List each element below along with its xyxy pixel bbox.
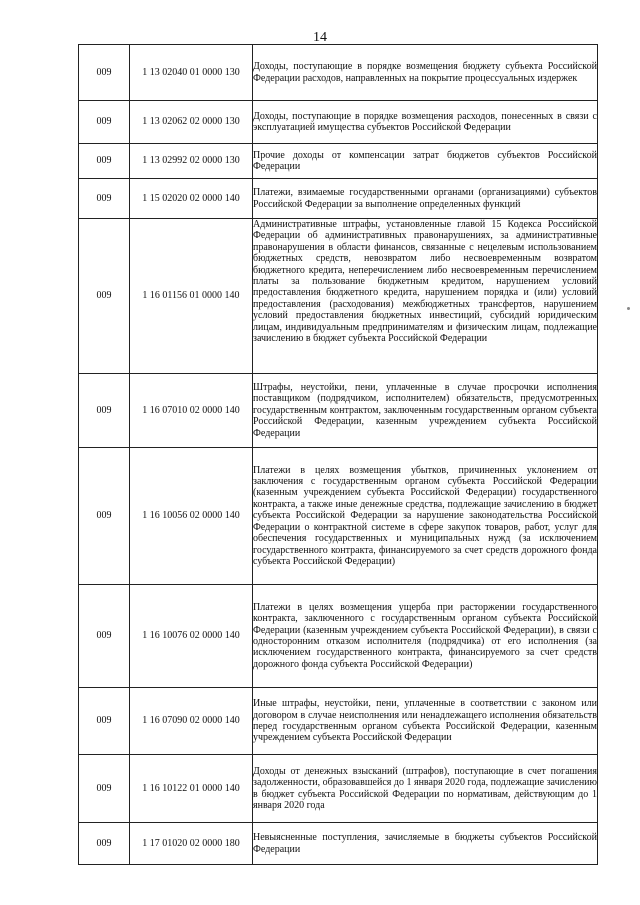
revenue-name-cell: Административные штрафы, установленные главой 15 Кодекса Российской Федерации об административных правонарушениях, за административные правонарушения в области финансов, связанные с нецелевым использованием бюджетных средств, невозвратом либо несвоевременным возвратом бюджетного кредита, неперечислением либо несвоевременным перечислением платы за пользование бюджетным кредитом, нарушением условий предоставления бюджетного кредита, нарушением порядка и (или) условий предоставления (расходования) межбюджетных трансфертов, нарушением условий предоставления бюджетных инвестиций, субсидий юридическим лицам, индивидуальным предпринимателям и физическим лицам, подлежащие зачислению в бюджет субъекта Российской Федерации [253,219,598,374]
revenue-code-cell: 1 13 02992 02 0000 130 [130,144,253,179]
revenue-name-cell: Доходы от денежных взысканий (штрафов), поступающие в счет погашения задолженности, образовавшейся до 1 января 2020 года, подлежащие зачислению в бюджет субъекта Российской Федерации по нормативам, действующим до 1 января 2020 года [253,755,598,823]
admin-code-cell: 009 [79,755,130,823]
revenue-code-cell: 1 16 07010 02 0000 140 [130,374,253,448]
admin-code-cell: 009 [79,448,130,585]
revenue-code-cell: 1 15 02020 02 0000 140 [130,179,253,219]
table-row [79,144,598,179]
admin-code-cell: 009 [79,219,130,374]
table-row [79,179,598,219]
revenue-name-cell: Штрафы, неустойки, пени, уплаченные в случае просрочки исполнения поставщиком (подрядчиком, исполнителем) обязательств, предусмотренных государственным контрактом, заключенным государственным органом субъекта Российской Федерации, казенным учреждением субъекта Российской Федерации [253,374,598,448]
table-row [79,585,598,688]
table-row [79,823,598,865]
revenue-name-cell: Платежи, взимаемые государственными органами (организациями) субъектов Российской Федерации за выполнение определенных функций [253,179,598,219]
revenue-codes-table [78,44,598,865]
admin-code-cell: 009 [79,823,130,865]
table-row [79,374,598,448]
admin-code-cell: 009 [79,45,130,101]
table-row [79,448,598,585]
admin-code-cell: 009 [79,144,130,179]
revenue-name-cell: Платежи в целях возмещения ущерба при расторжении государственного контракта, заключенного с государственным органом субъекта Российской Федерации (казенным учреждением субъекта Российской Федерации), в связи с односторонним отказом исполнителя (подрядчика) от его исполнения (за исключением государственного контракта, финансируемого за счет средств дорожного фонда субъекта Российской Федерации) [253,585,598,688]
table-row [79,755,598,823]
admin-code-cell: 009 [79,179,130,219]
revenue-code-cell: 1 17 01020 02 0000 180 [130,823,253,865]
table-row [79,688,598,755]
admin-code-cell: 009 [79,585,130,688]
revenue-code-cell: 1 13 02040 01 0000 130 [130,45,253,101]
revenue-code-cell: 1 16 07090 02 0000 140 [130,688,253,755]
revenue-name-cell: Доходы, поступающие в порядке возмещения расходов, понесенных в связи с эксплуатацией имущества субъектов Российской Федерации [253,101,598,144]
admin-code-cell: 009 [79,688,130,755]
revenue-code-cell: 1 13 02062 02 0000 130 [130,101,253,144]
admin-code-cell: 009 [79,374,130,448]
table-row [79,45,598,101]
revenue-code-cell: 1 16 10056 02 0000 140 [130,448,253,585]
revenue-name-cell: Иные штрафы, неустойки, пени, уплаченные в соответствии с законом или договором в случае неисполнения или ненадлежащего исполнения обязательств перед государственным органом субъекта Российской Федерации, казенным учреждением субъекта Российской Федерации [253,688,598,755]
revenue-name-cell: Доходы, поступающие в порядке возмещения бюджету субъекта Российской Федерации расходов, направленных на покрытие процессуальных издержек [253,45,598,101]
table-row [79,101,598,144]
revenue-name-cell: Прочие доходы от компенсации затрат бюджетов субъектов Российской Федерации [253,144,598,179]
revenue-code-cell: 1 16 10076 02 0000 140 [130,585,253,688]
admin-code-cell: 009 [79,101,130,144]
revenue-code-cell: 1 16 01156 01 0000 140 [130,219,253,374]
table-row [79,219,598,374]
page-number: 14 [313,30,327,45]
revenue-name-cell: Невыясненные поступления, зачисляемые в бюджеты субъектов Российской Федерации [253,823,598,865]
scan-dot-mark [627,307,630,310]
revenue-code-cell: 1 16 10122 01 0000 140 [130,755,253,823]
revenue-name-cell: Платежи в целях возмещения убытков, причиненных уклонением от заключения с государственным органом субъекта Российской Федерации (казенным учреждением субъекта Российской Федерации) государственного контракта, а также иные денежные средства, подлежащие зачислению в бюджет субъекта Российской Федерации за нарушение законодательства Российской Федерации о контрактной системе в сфере закупок товаров, работ, услуг для обеспечения государственных и муниципальных нужд (за исключением государственного контракта, финансируемого за счет средств дорожного фонда субъекта Российской Федерации) [253,448,598,585]
